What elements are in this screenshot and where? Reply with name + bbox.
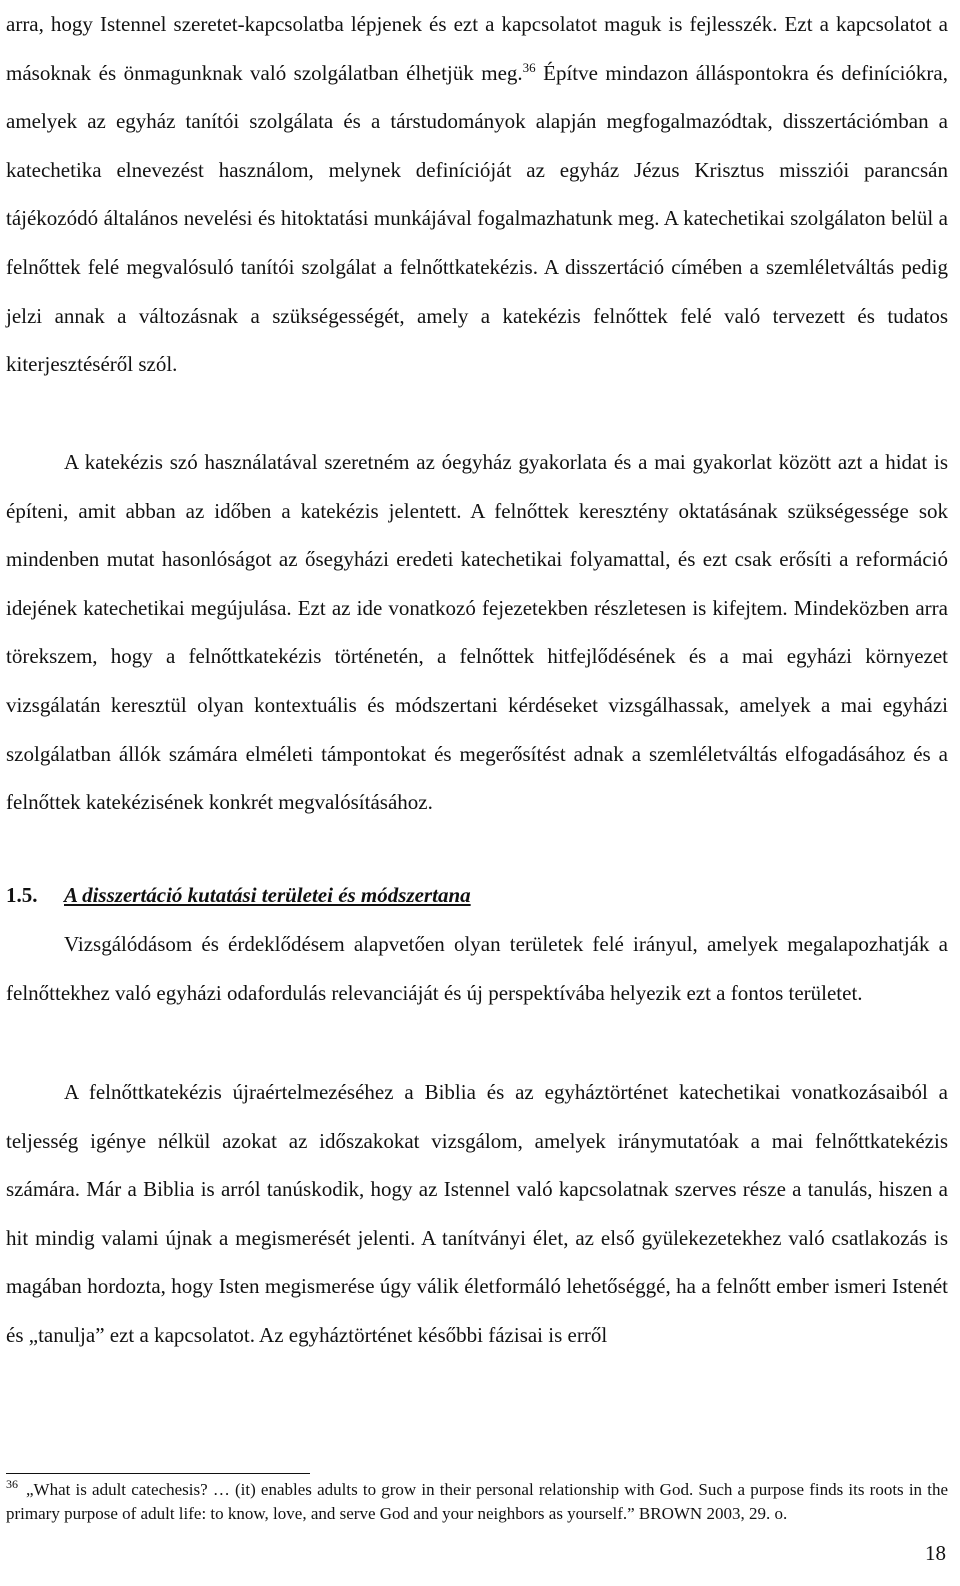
footnote-reference-36[interactable]: 36 <box>522 59 536 75</box>
paragraph-4 <box>6 1068 948 1360</box>
section-heading <box>6 870 948 920</box>
section-title: A disszertáció kutatási területei és módszertana <box>64 883 471 907</box>
paragraph-2 <box>6 438 948 827</box>
paragraph-1-text-a: arra, hogy Istennel szeretet-kapcsolatba lépjenek és ezt a kapcsolatot maguk is fejlesszék. Ezt a kapcsolatot a másoknak és önmagunknak való szolgálatban élhetjük meg. <box>6 12 948 85</box>
paragraph-1 <box>6 0 948 389</box>
page-number: 18 <box>925 1541 946 1565</box>
footnote-36 <box>6 1478 948 1525</box>
paragraph-1-text-b: Építve mindazon álláspontokra és definíciókra, amelyek az egyház tanítói szolgálata és a társtudományok alapján megfogalmazódtak, disszertációmban a katechetika elnevezést használom, melynek definícióját az egyház Jézus Krisztus missziói parancsán tájékozódó általános nevelési és hitoktatási munkájával fogalmazhatunk meg. A katechetikai szolgálaton belül a felnőttek felé megvalósuló tanítói szolgálat a felnőttkatekézis. A disszertáció címében a szemléletváltás pedig jelzi annak a változásnak a szükségességét, amely a katekézis felnőttek felé való tervezett és tudatos kiterjesztéséről szól. <box>6 60 948 377</box>
paragraph-4-text: A felnőttkatekézis újraértelmezéséhez a Biblia és az egyháztörténet katechetikai vonatkozásaiból a teljesség igénye nélkül azokat az időszakokat vizsgálom, amelyek iránymutatóak a mai felnőttkatekézis számára. Már a Biblia is arról tanúskodik, hogy az Istennel való kapcsolatnak szerves része a tanulás, hiszen a hit mindig valami újnak a megismerését jelenti. A tanítványi élet, az első gyülekezetekhez való csatlakozás is magában hordozta, hogy Isten megismerése úgy válik életformáló lehetőséggé, ha a felnőtt ember ismeri Istenét és „tanulja” ezt a kapcsolatot. Az egyháztörténet későbbi fázisai is erről <box>6 1080 948 1347</box>
footnote-text: „What is adult catechesis? … (it) enables adults to grow in their personal relationship with God. Such a purpose finds its roots in the primary purpose of adult life: to know, love, and serve God and your neighbors as yourself.” BROWN 2003, 29. o. <box>6 1480 948 1523</box>
paragraph-2-text: A katekézis szó használatával szeretném az óegyház gyakorlata és a mai gyakorlat között azt a hidat is építeni, amit abban az időben a katekézis jelentett. A felnőttek keresztény oktatásának szükségessége sok mindenben mutat hasonlóságot az ősegyházi eredeti katechetikai folyamattal, és ezt csak erősíti a reformáció idejének katechetikai megújulása. Ezt az ide vonatkozó fejezetekben részletesen is kifejtem. Mindeközben arra törekszem, hogy a felnőttkatekézis történetén, a felnőttek hitfejlődésének és a mai egyházi környezet vizsgálatán keresztül olyan kontextuális és módszertani kérdéseket vizsgálhassak, amelyek a mai egyházi szolgálatban állók számára elméleti támpontokat és megerősítést adnak a szemléletváltás elfogadásához és a felnőttek katekézisének konkrét megvalósításához. <box>6 450 948 815</box>
paragraph-3-text: Vizsgálódásom és érdeklődésem alapvetően olyan területek felé irányul, amelyek megalapozhatják a felnőttekhez való egyházi odafordulás relevanciáját és új perspektívába helyezik ezt a fontos területet. <box>6 932 948 1005</box>
section-number: 1.5. <box>6 883 38 907</box>
footnote-mark: 36 <box>6 1477 18 1492</box>
paragraph-3 <box>6 920 948 1017</box>
footnote-separator <box>6 1473 310 1474</box>
